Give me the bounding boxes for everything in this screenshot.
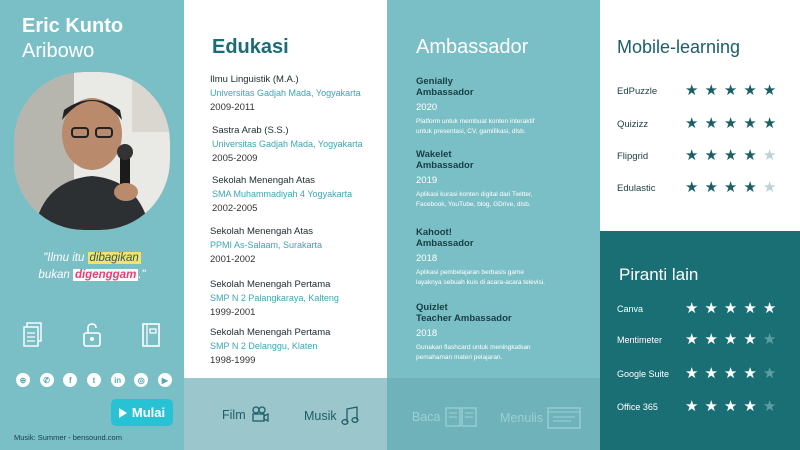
ambassador-role: Ambassador [416, 87, 474, 98]
ambassador-year: 2018 [416, 253, 438, 264]
ambassador-item [416, 227, 591, 288]
profile-first-name: Eric Kunto [22, 15, 124, 37]
star-icon: ★ [743, 398, 757, 415]
star-icon: ★ [704, 82, 718, 99]
star-icon: ★ [685, 115, 699, 132]
star-icon: ★ [704, 365, 718, 382]
open-book-icon [445, 406, 477, 428]
edu-years: 1998-1999 [210, 355, 256, 366]
skill-rating-row [617, 116, 792, 134]
ambassador-org: Genially [416, 76, 453, 87]
skill-rating-row [617, 399, 792, 417]
skill-rating-row [617, 83, 792, 101]
star-icon: ★ [685, 365, 699, 382]
ambassador-desc-line: Facebook, YouTube, blog, GDrive, dlsb. [416, 201, 531, 208]
instagram-icon[interactable]: ◎ [134, 373, 148, 387]
whatsapp-icon[interactable]: ✆ [40, 373, 54, 387]
star-icon: ★ [762, 115, 777, 132]
linkedin-icon[interactable]: in [111, 373, 125, 387]
edu-school: Universitas Gadjah Mada, Yogyakarta [212, 139, 363, 149]
star-icon: ★ [762, 147, 777, 164]
quote-highlight-dibagikan: dibagikan [89, 252, 139, 264]
edu-years: 2002-2005 [212, 203, 258, 214]
mulai-button[interactable] [111, 399, 173, 426]
star-rating [685, 116, 776, 132]
star-icon: ★ [685, 147, 699, 164]
star-rating [685, 399, 776, 415]
nav-musik[interactable] [304, 406, 359, 426]
edukasi-title: Edukasi [212, 36, 289, 58]
edu-school: SMP N 2 Palangkaraya, Kalteng [210, 293, 339, 303]
star-icon: ★ [704, 179, 718, 196]
skill-label: Quizizz [617, 119, 649, 130]
star-icon: ★ [704, 398, 718, 415]
ambassador-desc [416, 117, 591, 137]
profile-last-name: Aribowo [22, 40, 95, 62]
edu-degree: Sekolah Menengah Atas [212, 175, 315, 186]
ambassador-desc-line: Platform untuk membuat konten interaktif [416, 118, 535, 125]
star-icon: ★ [743, 115, 757, 132]
piranti-lain-panel [600, 231, 800, 450]
ambassador-year: 2020 [416, 102, 438, 113]
ambassador-desc [416, 268, 591, 288]
quote-mid: bukan [38, 269, 73, 281]
star-icon: ★ [762, 82, 777, 99]
star-rating [685, 148, 776, 164]
mobile-learning-title: Mobile-learning [617, 37, 741, 57]
quote-line-1 [0, 252, 184, 264]
skill-rating-row [617, 301, 792, 319]
globe-icon[interactable]: ⊕ [16, 373, 30, 387]
skill-label: Office 365 [617, 402, 658, 412]
unlock-icon[interactable] [81, 322, 103, 348]
profile-panel [0, 0, 184, 450]
edu-item [210, 74, 380, 113]
star-icon: ★ [704, 331, 718, 348]
skill-label: Mentimeter [617, 335, 663, 345]
skill-label: Edulastic [617, 183, 656, 194]
mulai-label: Mulai [131, 405, 166, 420]
edu-school: Universitas Gadjah Mada, Yogyakarta [210, 88, 361, 98]
ambassador-role: Ambassador [416, 238, 474, 249]
star-icon: ★ [685, 300, 699, 317]
edu-item [210, 226, 380, 265]
play-icon [119, 408, 127, 418]
star-icon: ★ [723, 115, 738, 132]
profile-photo [14, 72, 170, 230]
ambassador-role: Teacher Ambassador [416, 313, 512, 324]
ambassador-desc-line: Aplikasi pembelajaran berbasis game [416, 269, 525, 276]
media-nav [184, 378, 387, 450]
star-icon: ★ [762, 331, 777, 348]
ambassador-desc-line: layaknya sebuah kuis di acara-acara televisi. [416, 279, 545, 286]
edu-years: 2005-2009 [212, 153, 258, 164]
star-rating [685, 83, 776, 99]
skill-rating-row [617, 366, 792, 384]
star-icon: ★ [723, 82, 738, 99]
edu-school: SMP N 2 Delanggu, Klaten [210, 341, 318, 351]
nav-baca[interactable] [412, 406, 477, 428]
quote-highlight-digenggam: digenggam [74, 269, 137, 281]
edu-school: SMA Muhammadiyah 4 Yogyakarta [212, 189, 353, 199]
nav-baca-label: Baca [412, 410, 441, 424]
notebook-icon[interactable] [140, 322, 162, 348]
star-rating [685, 332, 776, 348]
nav-film[interactable] [222, 406, 270, 424]
skill-label: Flipgrid [617, 151, 649, 162]
edu-degree: Sekolah Menengah Pertama [210, 279, 331, 290]
edu-degree: Sekolah Menengah Atas [210, 226, 313, 237]
ambassador-title: Ambassador [416, 36, 529, 58]
star-icon: ★ [685, 179, 699, 196]
film-camera-icon [250, 406, 270, 424]
edu-item [210, 279, 380, 318]
star-icon: ★ [685, 82, 699, 99]
edu-degree: Ilmu Linguistik (M.A.) [210, 74, 299, 85]
edu-degree: Sekolah Menengah Pertama [210, 327, 331, 338]
edu-item [212, 125, 382, 164]
skill-rating-row [617, 180, 792, 198]
ambassador-item [416, 302, 591, 363]
star-icon: ★ [723, 147, 738, 164]
ambassador-desc-line: untuk presentasi, CV, gamifikasi, dlsb. [416, 128, 526, 135]
youtube-icon[interactable]: ▶ [158, 373, 172, 387]
star-icon: ★ [762, 179, 777, 196]
skill-label: EdPuzzle [617, 86, 658, 97]
star-icon: ★ [723, 365, 738, 382]
star-icon: ★ [762, 365, 777, 382]
documents-icon[interactable] [22, 322, 44, 348]
profile-icons-row [22, 322, 162, 348]
skill-label: Canva [617, 304, 644, 314]
edu-item [210, 327, 380, 366]
star-icon: ★ [704, 115, 718, 132]
edu-school: PPMI As-Salaam, Surakarta [210, 240, 323, 250]
skill-label: Google Suite [617, 369, 670, 379]
ambassador-panel [387, 0, 600, 378]
nav-menulis[interactable] [500, 406, 581, 430]
ambassador-item [416, 76, 591, 137]
social-links [16, 373, 172, 387]
nav-film-label: Film [222, 408, 246, 422]
writing-window-icon [547, 406, 581, 430]
star-icon: ★ [723, 300, 738, 317]
star-icon: ★ [704, 300, 718, 317]
star-icon: ★ [723, 331, 738, 348]
music-credit: Musik: Summer - bensound.com [14, 433, 122, 442]
skill-rating-row [617, 148, 792, 166]
star-icon: ★ [743, 365, 757, 382]
ambassador-desc [416, 190, 591, 210]
star-icon: ★ [723, 398, 738, 415]
star-icon: ★ [743, 331, 757, 348]
edu-degree: Sastra Arab (S.S.) [212, 125, 289, 136]
literacy-nav [387, 378, 600, 450]
edu-years: 2009-2011 [210, 102, 255, 113]
star-icon: ★ [723, 179, 738, 196]
star-icon: ★ [743, 179, 757, 196]
star-icon: ★ [762, 398, 777, 415]
ambassador-desc-line: Gunakan flashcard untuk meningkatkan [416, 344, 531, 351]
piranti-title: Piranti lain [619, 265, 699, 284]
quote-line-2 [0, 269, 184, 281]
nav-menulis-label: Menulis [500, 411, 544, 425]
star-icon: ★ [685, 398, 699, 415]
ambassador-role: Ambassador [416, 160, 474, 171]
music-note-icon [341, 406, 359, 426]
skill-rating-row [617, 332, 792, 350]
facebook-icon[interactable]: f [63, 373, 77, 387]
quote-close: ." [138, 269, 146, 281]
edu-years: 2001-2002 [210, 254, 256, 265]
nav-musik-label: Musik [304, 409, 337, 423]
edu-item [212, 175, 382, 214]
twitter-icon[interactable]: t [87, 373, 101, 387]
star-icon: ★ [704, 147, 718, 164]
edu-years: 1999-2001 [210, 307, 256, 318]
star-icon: ★ [685, 331, 699, 348]
ambassador-year: 2018 [416, 328, 438, 339]
star-rating [685, 180, 776, 196]
edukasi-panel [184, 0, 387, 378]
ambassador-org: Quizlet [416, 302, 448, 313]
ambassador-item [416, 149, 591, 210]
star-icon: ★ [743, 147, 757, 164]
ambassador-desc-line: Aplikasi kurasi konten digital dari Twitter, [416, 191, 533, 198]
ambassador-org: Kahoot! [416, 227, 452, 238]
star-icon: ★ [743, 82, 757, 99]
quote-open: "Ilmu itu [43, 252, 88, 264]
ambassador-org: Wakelet [416, 149, 452, 160]
ambassador-desc-line: pemahaman materi pelajaran. [416, 354, 503, 361]
star-rating [685, 366, 776, 382]
ambassador-year: 2019 [416, 175, 438, 186]
star-icon: ★ [743, 300, 757, 317]
mobile-learning-panel [600, 0, 800, 231]
star-icon: ★ [762, 300, 777, 317]
star-rating [685, 301, 776, 317]
ambassador-desc [416, 343, 591, 363]
